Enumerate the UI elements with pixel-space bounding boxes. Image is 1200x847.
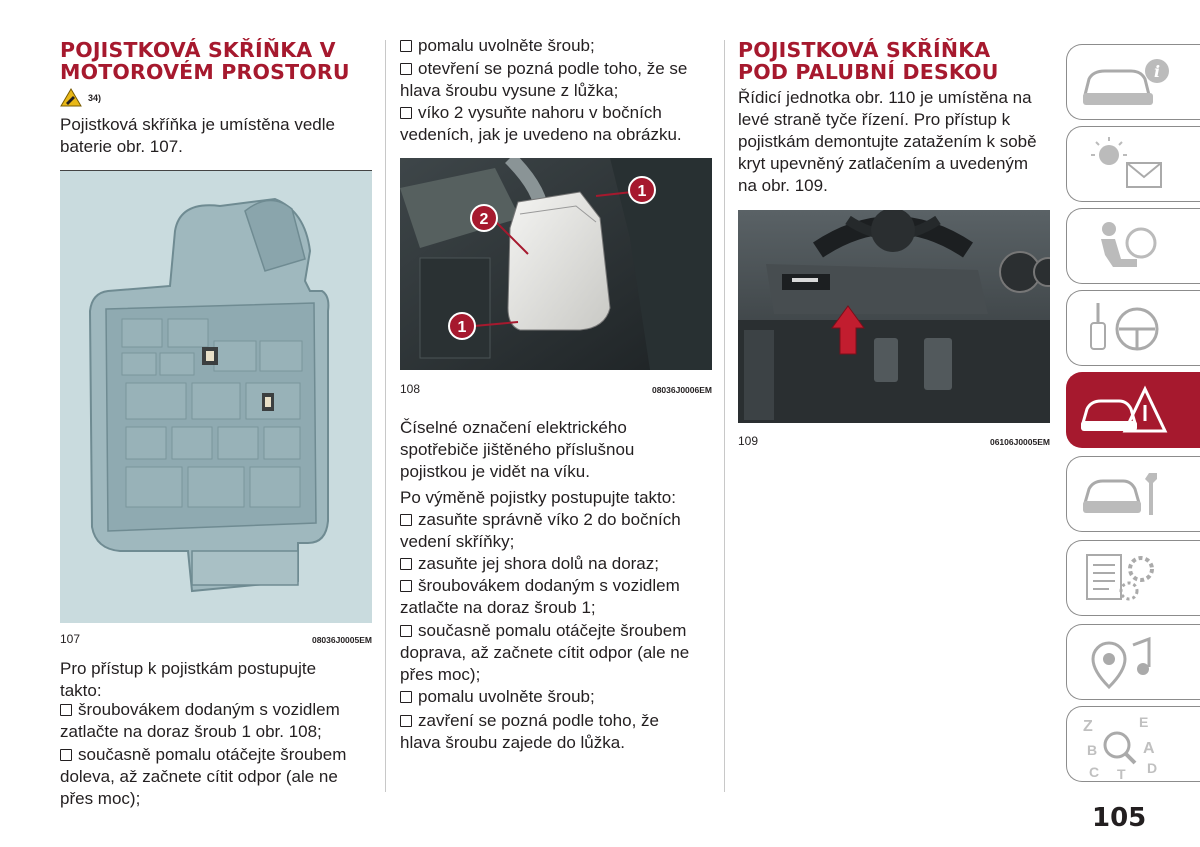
engine-fuse-box-illustration bbox=[60, 171, 372, 623]
checkbox-bullet-icon bbox=[60, 704, 72, 716]
section-heading: POJISTKOVÁ SKŘÍŇKA POD PALUBNÍ DESKOU bbox=[738, 38, 999, 84]
figure-number: 109 bbox=[738, 434, 759, 448]
figure-caption bbox=[400, 382, 712, 396]
specs-gear-icon bbox=[1079, 547, 1169, 609]
key-steering-wheel-icon bbox=[1079, 297, 1169, 359]
figure-108-fuse-cover bbox=[400, 158, 712, 370]
svg-text:T: T bbox=[1117, 766, 1126, 779]
list-item: víko 2 vysuňte nahoru v bočních vedeních, jak je uvedeno na obrázku. bbox=[400, 103, 682, 144]
sidebar-tab-technical-data[interactable] bbox=[1066, 540, 1200, 616]
page-number: 105 bbox=[1092, 803, 1147, 833]
dashboard-cover-photo bbox=[738, 210, 1050, 423]
svg-text:Z: Z bbox=[1083, 718, 1093, 735]
figure-code: 08036J0005EM bbox=[311, 635, 372, 645]
warning-triangle-icon bbox=[60, 88, 82, 107]
checkbox-bullet-icon bbox=[60, 749, 72, 761]
list-item: současně pomalu otáčejte šroubem doprava, až začnete cítit odpor (ale ne přes moc); bbox=[400, 621, 690, 684]
list-item: současně pomalu otáčejte šroubem doleva, až začnete cítit odpor (ale ne přes moc); bbox=[60, 745, 347, 808]
list-item: pomalu uvolněte šroub; bbox=[400, 35, 712, 57]
warning-reference bbox=[60, 88, 101, 107]
intro-paragraph: Pojistková skříňka je umístěna vedle baterie obr. 107. bbox=[60, 115, 335, 156]
car-wrench-icon bbox=[1079, 463, 1169, 525]
sidebar-tab-multimedia[interactable] bbox=[1066, 624, 1200, 700]
figure-107-fuse-box bbox=[60, 170, 372, 623]
sidebar-tab-emergency[interactable] bbox=[1066, 372, 1200, 448]
list-item: zasuňte jej shora dolů na doraz; bbox=[400, 553, 705, 575]
svg-text:D: D bbox=[1147, 760, 1158, 776]
figure-caption bbox=[60, 632, 372, 646]
list-item: zavření se pozná podle toho, že hlava šroubu zajede do lůžka. bbox=[400, 711, 659, 752]
svg-text:i: i bbox=[1153, 62, 1161, 81]
callout-label: 1 bbox=[457, 319, 467, 336]
multimedia-icon bbox=[1079, 631, 1169, 693]
sidebar-tab-starting-driving[interactable] bbox=[1066, 290, 1200, 366]
alphabetical-index-icon bbox=[1079, 713, 1169, 779]
figure-number: 108 bbox=[400, 382, 421, 396]
airbag-seat-icon bbox=[1079, 215, 1169, 277]
figure-code: 08036J0006EM bbox=[651, 385, 712, 395]
checkbox-bullet-icon bbox=[400, 580, 412, 592]
svg-text:A: A bbox=[1143, 740, 1155, 757]
sidebar-tab-knowing-the-car[interactable] bbox=[1066, 44, 1200, 120]
list-item: pomalu uvolněte šroub; bbox=[400, 686, 705, 708]
sidebar-tab-safety[interactable] bbox=[1066, 208, 1200, 284]
checkbox-bullet-icon bbox=[400, 514, 412, 526]
list-item: otevření se pozná podle toho, že se hlava šroubu vysune z lůžka; bbox=[400, 59, 688, 100]
svg-text:B: B bbox=[1087, 742, 1098, 758]
sidebar-tab-maintenance[interactable] bbox=[1066, 456, 1200, 532]
checkbox-bullet-icon bbox=[400, 63, 412, 75]
callout-label: 2 bbox=[479, 211, 489, 228]
checkbox-bullet-icon bbox=[400, 40, 412, 52]
checkbox-bullet-icon bbox=[400, 715, 412, 727]
fuse-label-note: Číselné označení elektrického spotřebiče jištěného příslušnou pojistkou je vidět na víku. bbox=[400, 418, 635, 481]
sidebar-tab-dashboard[interactable] bbox=[1066, 126, 1200, 202]
sidebar-tab-index[interactable] bbox=[1066, 706, 1200, 782]
figure-caption bbox=[738, 434, 1050, 448]
list-item: šroubovákem dodaným s vozidlem zatlačte na doraz šroub 1 obr. 108; bbox=[60, 700, 340, 741]
checkbox-bullet-icon bbox=[400, 558, 412, 570]
after-replacement-intro: Po výměně pojistky postupujte takto: bbox=[400, 488, 676, 507]
warning-ref-number: 34) bbox=[88, 92, 102, 103]
column-divider bbox=[385, 40, 386, 792]
figure-109-dashboard-cover bbox=[738, 210, 1050, 423]
checkbox-bullet-icon bbox=[400, 625, 412, 637]
column-divider bbox=[724, 40, 725, 792]
list-item: zasuňte správně víko 2 do bočních vedení skříňky; bbox=[400, 510, 681, 551]
svg-text:C: C bbox=[1089, 764, 1100, 779]
car-info-icon bbox=[1079, 51, 1169, 113]
lights-message-icon bbox=[1079, 133, 1169, 195]
fuse-cover-photo bbox=[400, 158, 712, 370]
car-warning-triangle-icon bbox=[1079, 379, 1169, 441]
figure-number: 107 bbox=[60, 632, 81, 646]
section-heading: POJISTKOVÁ SKŘÍŇKA V MOTOROVÉM PROSTORU bbox=[60, 38, 350, 84]
callout-label: 1 bbox=[637, 183, 647, 200]
list-item: šroubovákem dodaným s vozidlem zatlačte na doraz šroub 1; bbox=[400, 576, 680, 617]
checkbox-bullet-icon bbox=[400, 691, 412, 703]
intro-paragraph: Řídicí jednotka obr. 110 je umístěna na levé straně tyče řízení. Pro přístup k pojistkám demontujte zatažením k sobě kryt upevněný zatlačením a uvedeným na obr. 109. bbox=[738, 88, 1037, 195]
access-intro: Pro přístup k pojistkám postupujte takto: bbox=[60, 659, 317, 700]
svg-text:E: E bbox=[1139, 714, 1149, 730]
checkbox-bullet-icon bbox=[400, 107, 412, 119]
figure-code: 06106J0005EM bbox=[989, 437, 1050, 447]
